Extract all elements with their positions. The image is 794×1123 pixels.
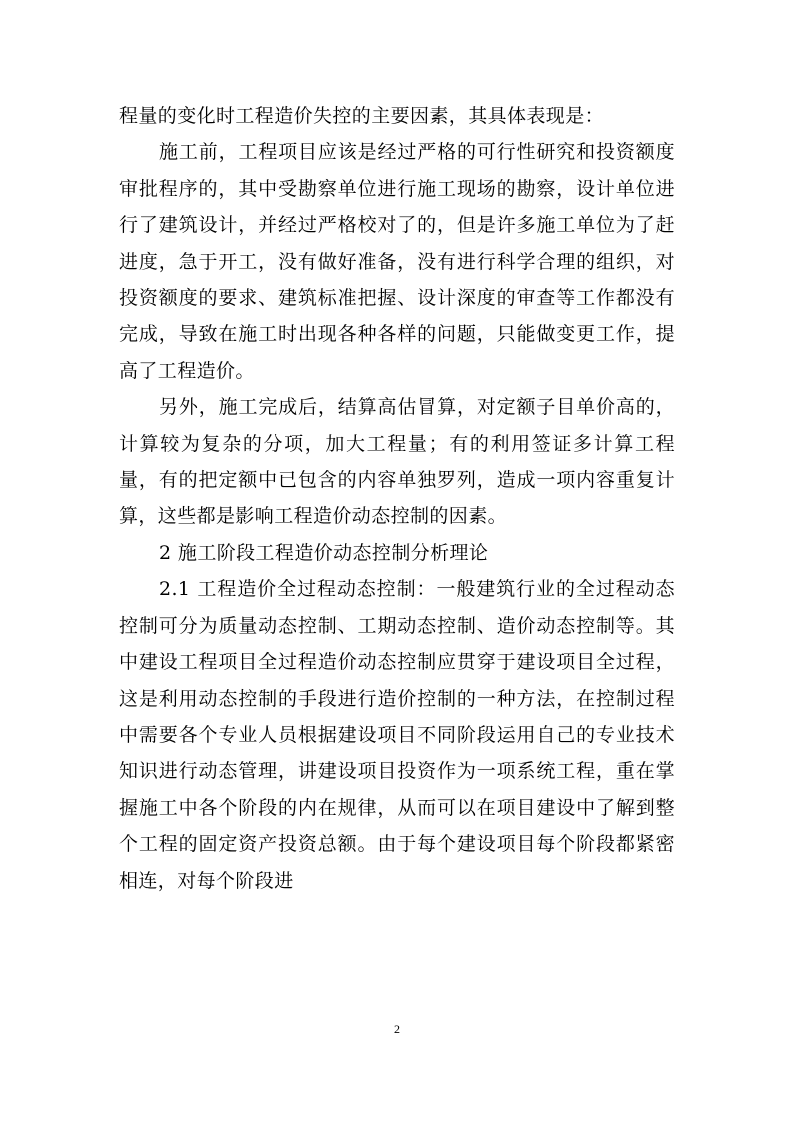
paragraph-after-construction: 另外，施工完成后，结算高估冒算，对定额子目单价高的，计算较为复杂的分项，加大工程量；有的利用签证多计算工程量，有的把定额中已包含的内容单独罗列，造成一项内容重复计算，这些都是影响工程造价动态控制的因素。 [119, 396, 675, 528]
paragraph-continuation: 程量的变化时工程造价失控的主要因素，其具体表现是： [119, 105, 605, 127]
section-heading-2: 2 施工阶段工程造价动态控制分析理论 [159, 541, 489, 564]
paragraph-before-construction: 施工前，工程项目应该是经过严格的可行性研究和投资额度审批程序的，其中受勘察单位进行施工现场的勘察，设计单位进行了建筑设计，并经过严格校对了的，但是许多施工单位为了赶进度，急于开工，没有做好准备，没有进行科学合理的组织，对投资额度的要求、建筑标准把握、设计深度的审查等工作都没有完成，导致在施工时出现各种各样的问题，只能做变更工作，提高了工程造价。 [119, 141, 675, 382]
page-number: 2 [394, 1022, 400, 1036]
paragraph-section-2-1: 2.1 工程造价全过程动态控制：一般建筑行业的全过程动态控制可分为质量动态控制、工期动态控制、造价动态控制等。其中建设工程项目全过程造价动态控制应贯穿于建设项目全过程，这是利用动态控制的手段进行造价控制的一种方法，在控制过程中需要各个专业人员根据建设项目不同阶段运用自己的专业技术知识进行动态管理，讲建设项目投资作为一项系统工程，重在掌握施工中各个阶段的内在规律，从而可以在项目建设中了解到整个工程的固定资产投资总额。由于每个建设项目每个阶段都紧密相连，对每个阶段进 [119, 578, 675, 892]
body-text [119, 98, 675, 899]
